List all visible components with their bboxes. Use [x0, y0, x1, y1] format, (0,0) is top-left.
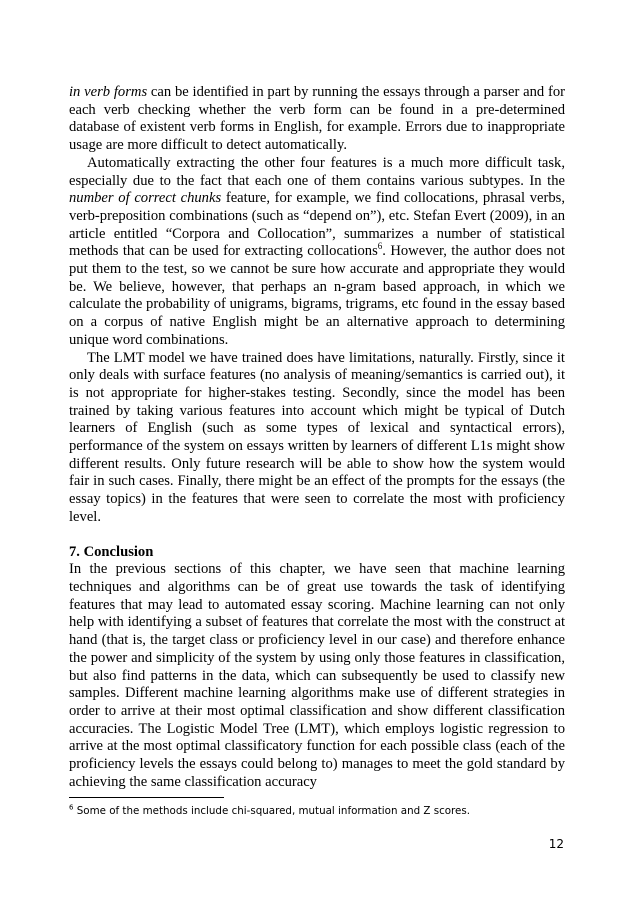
footnote-number: 6 [69, 803, 74, 812]
page-body [69, 84, 565, 791]
paragraph-text: Automatically extracting the other four features is a much more difficult task, especially due to the fact that each one of them contains various subtypes. In the [69, 154, 565, 189]
paragraph-extraction [69, 155, 565, 350]
paragraph-text: can be identified in part by running the essays through a parser and for each verb checking whether the verb form can be found in a pre-determined database of existent verb forms in English, for example. Errors due to inappropriate usage are more difficult to detect automatically. [69, 84, 565, 154]
paragraph-verb-forms [69, 84, 565, 155]
page-number: 12 [548, 837, 564, 851]
paragraph-conclusion: In the previous sections of this chapter, we have seen that machine learning techniques and algorithms can be of great use towards the task of identifying features that may lead to automated essay scoring. Machine learning can not only help with identifying a subset of features that correlate the most with the construct at hand (that is, the target class or proficiency level in our case) and therefore enhance the power and simplicity of the system by using only those features in classification, but also find patterns in the data, which can subsequently be used to classify new samples. Different machine learning algorithms make use of different strategies in order to arrive at their most optimal classification and show different classification accuracies. The Logistic Model Tree (LMT), which employs logistic regression to arrive at the most optimal classificatory function for each possible class (each of the proficiency levels the essays could belong to) manages to meet the gold standard by achieving the same classification accuracy [69, 561, 565, 790]
term-verb-forms: in verb forms [69, 84, 148, 100]
paragraph-text: . However, the author does not put them to the test, so we cannot be sure how accurate and appropriate they would be. We believe, however, that perhaps an n-gram based approach, in which we calculate the probability of unigrams, bigrams, trigrams, etc found in the essay based on a corpus of native English might be an alternative approach to determining unique word combinations. [69, 243, 565, 348]
term-correct-chunks: number of correct chunks [69, 190, 222, 207]
footnote-text: Some of the methods include chi-squared, mutual information and Z scores. [73, 805, 471, 817]
footnote-divider [69, 797, 224, 798]
paragraph-limitations: The LMT model we have trained does have limitations, naturally. Firstly, since it only deals with surface features (no analysis of meaning/semantics is carried out), it is not appropriate for higher-stakes testing. Secondly, since the model has been trained by taking various features into account which might be typical of Dutch learners of English (such as some types of lexical and syntactical errors), performance of the system on essays written by learners of different L1s might show different results. Only future research will be able to show how the system would fair in such cases. Finally, there might be an effect of the prompts for the essays (the essay topics) in the features that were seen to correlate the most with proficiency level. [69, 349, 565, 525]
section-heading: 7. Conclusion [69, 543, 154, 560]
paragraph-text: feature, for example, we find collocations, phrasal verbs, verb-preposition combinations (such as “depend on”), etc. Stefan Evert (2009), in an article entitled “Corpora and Collocation”, summarizes a number of statistical methods that can be used for extracting collocations [69, 190, 565, 260]
footnote [69, 804, 565, 818]
footnote-reference[interactable]: 6 [377, 241, 383, 252]
